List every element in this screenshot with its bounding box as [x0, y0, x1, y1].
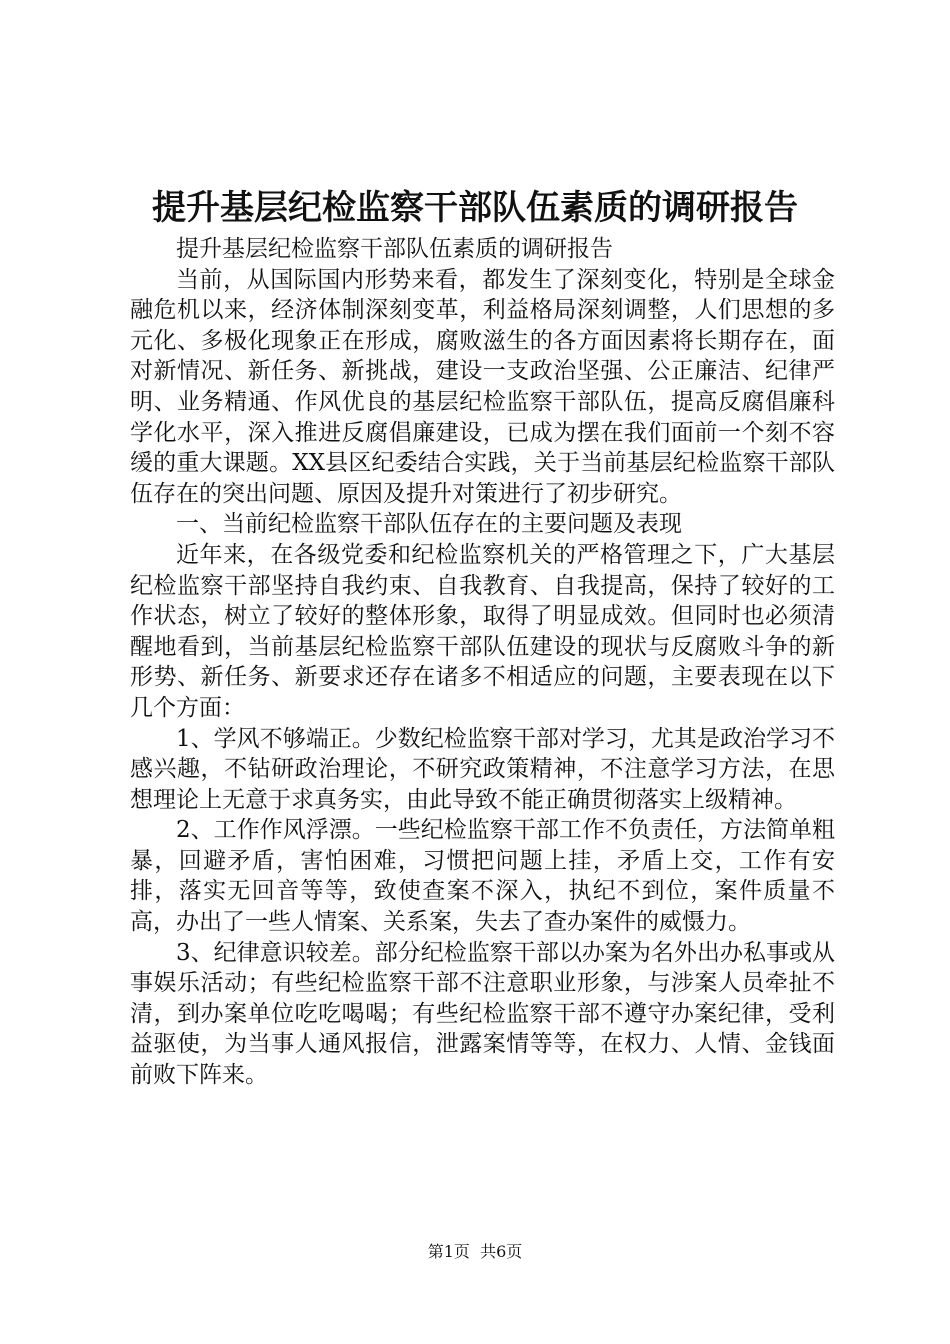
document-title: 提升基层纪检监察干部队伍素质的调研报告: [152, 188, 798, 228]
subtitle-paragraph: 提升基层纪检监察干部队伍素质的调研报告: [176, 236, 613, 262]
body-paragraph: 1、学风不够端正。少数纪检监察干部对学习，尤其是政治学习不感兴趣，不钻研政治理论，不研究政策精神，不注意学习方法，在思想理论上无意于求真务实，由此导致不能正确贯彻落实上级精神。: [130, 725, 835, 813]
document-body: [130, 234, 835, 1091]
body-paragraph: 3、纪律意识较差。部分纪检监察干部以办案为名外出办私事或从事娱乐活动；有些纪检监察干部不注意职业形象，与涉案人员牵扯不清，到办案单位吃吃喝喝；有些纪检监察干部不遵守办案纪律，受利益驱使，为当事人通风报信，泄露案情等等，在权力、人情、金钱面前败下阵来。: [130, 939, 835, 1089]
intro-paragraph: 当前，从国际国内形势来看，都发生了深刻变化，特别是全球金融危机以来，经济体制深刻变革，利益格局深刻调整，人们思想的多元化、多极化现象正在形成，腐败滋生的各方面因素将长期存在，面对新情况、新任务、新挑战，建设一支政治坚强、公正廉洁、纪律严明、业务精通、作风优良的基层纪检监察干部队伍，提高反腐倡廉科学化水平，深入推进反腐倡廉建设，已成为摆在我们面前一个刻不容缓的重大课题。XX县区纪委结合实践，关于当前基层纪检监察干部队伍存在的突出问题、原因及提升对策进行了初步研究。: [130, 266, 835, 507]
page-number-footer: 第1页 共6页: [427, 1242, 523, 1261]
section-heading: 一、当前纪检监察干部队伍存在的主要问题及表现: [176, 511, 682, 538]
body-paragraph: 2、工作作风浮漂。一些纪检监察干部工作不负责任，方法简单粗暴，回避矛盾，害怕困难，习惯把问题上挂，矛盾上交，工作有安排，落实无回音等等，致使查案不深入，执纪不到位，案件质量不高，办出了一些人情案、关系案，失去了查办案件的威慑力。: [130, 817, 835, 936]
body-paragraph: 近年来，在各级党委和纪检监察机关的严格管理之下，广大基层纪检监察干部坚持自我约束、自我教育、自我提高，保持了较好的工作状态，树立了较好的整体形象，取得了明显成效。但同时也必须清醒地看到，当前基层纪检监察干部队伍建设的现状与反腐败斗争的新形势、新任务、新要求还存在诸多不相适应的问题，主要表现在以下几个方面：: [130, 541, 835, 721]
